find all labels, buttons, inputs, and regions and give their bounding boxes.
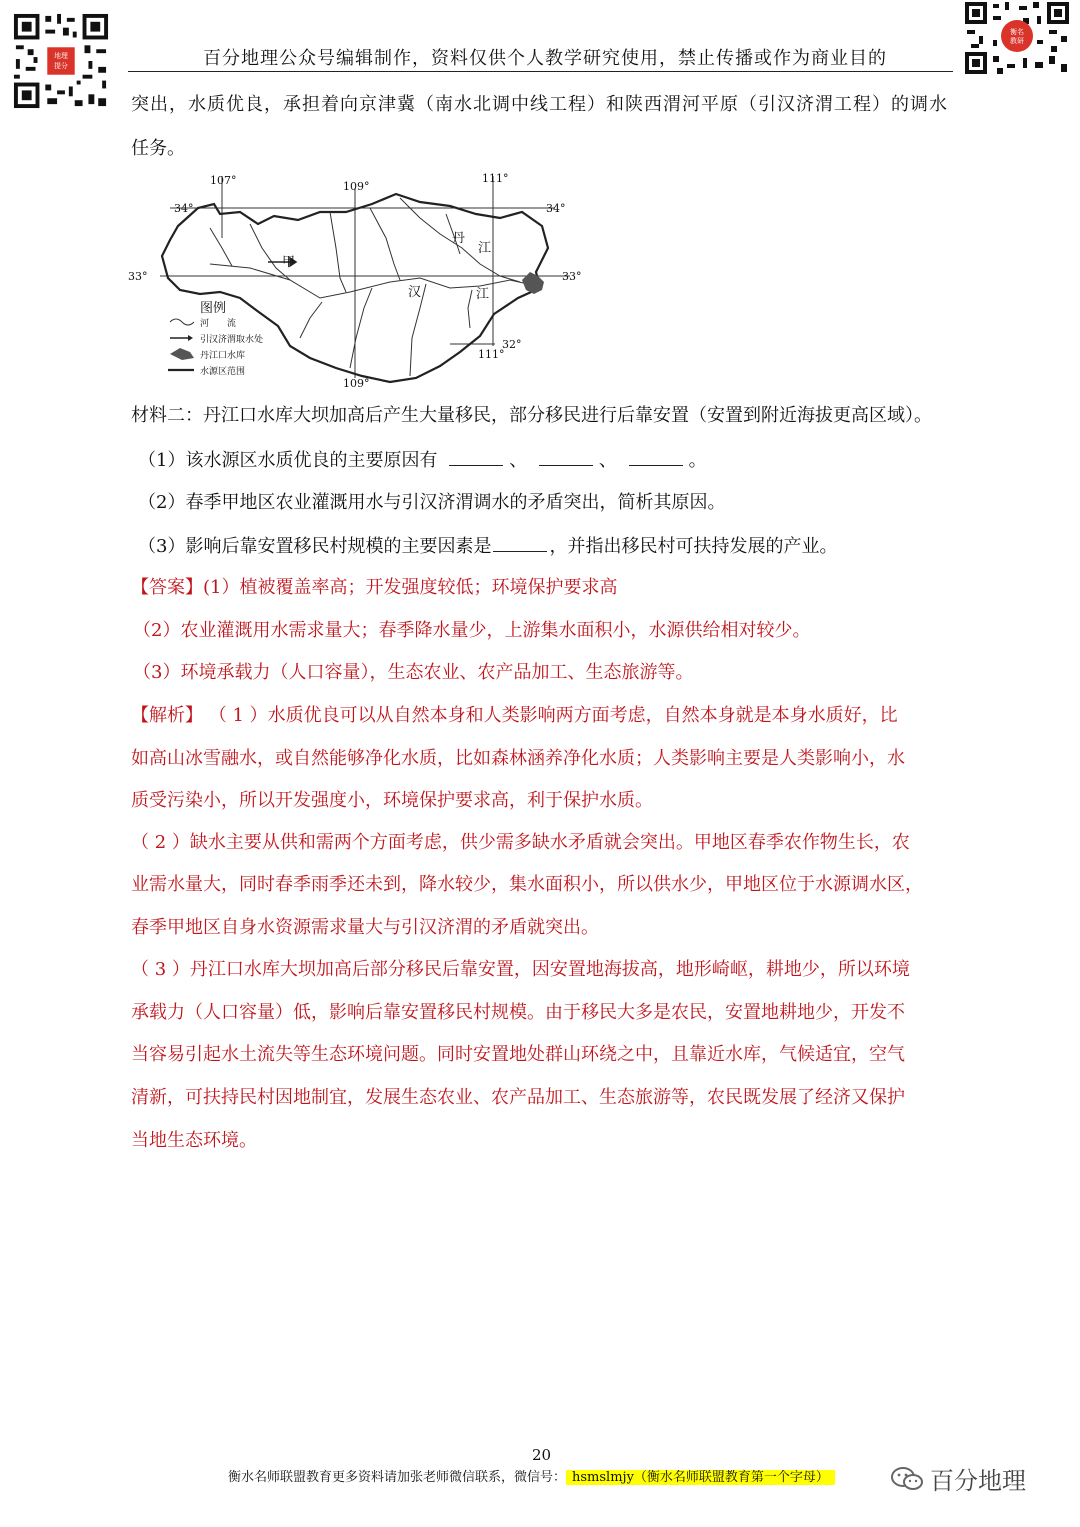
legend-boundary: 水源区范围 [200, 367, 246, 377]
tributary-9 [210, 228, 232, 266]
lon-label-109-top: 109° [343, 180, 370, 193]
analysis-p3-line4: 清新，可扶持民村因地制宜，发展生态农业、农产品加工、生态旅游等，农民既发展了经济又保护 [131, 1087, 905, 1108]
qr-left-badge-bottom: 提分 [54, 61, 68, 70]
lat-label-32: 32° [502, 338, 522, 351]
lat-label-34-left: 34° [174, 202, 194, 215]
place-jiang-1: 江 [478, 241, 492, 256]
q1-blank-2[interactable] [539, 449, 593, 466]
place-jiang-2: 江 [476, 287, 490, 302]
qr-right-badge-bottom: 教研 [1010, 37, 1024, 45]
tributary-3 [370, 208, 400, 280]
question-2: （2）春季甲地区农业灌溉用水与引汉济渭调水的矛盾突出，简析其原因。 [138, 492, 726, 513]
analysis-p2-line2: 业需水量大，同时春季雨季还未到，降水较少，集水面积小，所以供水少，甲地区位于水源调水区， [131, 874, 923, 895]
legend-reservoir-icon [170, 348, 194, 360]
tributary-5 [350, 288, 372, 368]
analysis-label: 【解析】 [131, 705, 203, 726]
legend-reservoir: 丹江口水库 [200, 351, 246, 361]
map-legend [168, 301, 263, 377]
analysis-p2-line1: （ 2 ）缺水主要从供和需两个方面考虑，供少需多缺水矛盾就会突出。甲地区春季农作物生长，农 [131, 832, 910, 853]
tributary-8 [468, 290, 472, 328]
place-dan: 丹 [452, 231, 466, 246]
wechat-icon [890, 1465, 924, 1493]
header-divider [128, 71, 953, 72]
qr-code-right [963, 0, 1071, 76]
qr-left-badge-top: 地理 [54, 52, 68, 61]
analysis-p3-line1: （ 3 ）丹江口水库大坝加高后部分移民后靠安置，因安置地海拔高，地形崎岖，耕地少，所以环境 [131, 959, 910, 980]
intro-line-2: 任务。 [131, 138, 185, 159]
tributary-2 [250, 224, 290, 280]
wechat-id: hsmslmjy（衡水名师联盟教育第一个字母） [566, 1470, 835, 1485]
answer-2: （2）农业灌溉用水需求量大；春季降水量少，上游集水面积小，水源供给相对较少。 [133, 620, 811, 641]
q1-blank-1[interactable] [449, 449, 503, 466]
tributary-7 [300, 302, 322, 338]
analysis-p2-line3: 春季甲地区自身水资源需求量大与引汉济渭的矛盾就突出。 [131, 917, 599, 938]
intro-line-1: 突出，水质优良，承担着向京津冀（南水北调中线工程）和陕西渭河平原（引汉济渭工程）的调水 [131, 94, 948, 115]
analysis-p3-line5: 当地生态环境。 [131, 1130, 257, 1151]
analysis-p3-line2: 承载力（人口容量）低，影响后靠安置移民村规模。由于移民大多是农民，安置地耕地少，开发不 [131, 1002, 905, 1023]
legend-river: 河 流 [200, 319, 237, 329]
q3-blank[interactable] [493, 535, 547, 552]
lat-label-33-left: 33° [128, 270, 148, 283]
danjiangkou-reservoir [522, 272, 544, 294]
legend-river-icon [170, 319, 194, 325]
qr-code-left [12, 12, 110, 110]
lon-label-109-bottom: 109° [343, 377, 370, 390]
qr-right-badge-top: 衡名 [1010, 28, 1024, 36]
brand-name: 百分地理 [930, 1467, 1026, 1495]
page-header: 百分地理公众号编辑制作，资料仅供个人教学研究使用，禁止传播或作为商业目的 [203, 48, 887, 69]
lon-label-111-bottom: 111° [478, 348, 505, 361]
lat-label-34-right: 34° [546, 202, 566, 215]
lat-label-33-right: 33° [562, 270, 582, 283]
brand-logo [890, 1461, 1026, 1496]
analysis-p3-line3: 当容易引起水土流失等生态环境问题。同时安置地处群山环绕之中，且靠近水库，气候适宜，空气 [131, 1044, 905, 1065]
place-han: 汉 [408, 285, 422, 300]
analysis-p1-line2: 如高山冰雪融水，或自然能够净化水质，比如森林涵养净化水质；人类影响主要是人类影响小，水 [131, 748, 905, 769]
lon-label-107: 107° [210, 174, 237, 187]
legend-intake: 引汉济渭取水处 [200, 335, 264, 345]
legend-title: 图例 [200, 301, 227, 316]
tributary-1 [330, 212, 346, 292]
question-1: （1）该水源区水质优良的主要原因有 、 、 。 [138, 450, 707, 471]
answer-label: 【答案】 [131, 577, 203, 598]
material-2: 材料二：丹江口水库大坝加高后产生大量移民，部分移民进行后靠安置（安置到附近海拔更高区域）。 [131, 405, 932, 426]
answer-1: 【答案】(1）植被覆盖率高；开发强度较低；环境保护要求高 [131, 577, 618, 598]
answer-3: （3）环境承载力（人口容量），生态农业、农产品加工、生态旅游等。 [133, 662, 694, 683]
analysis-p1-line3: 质受污染小，所以开发强度小，环境保护要求高，利于保护水质。 [131, 790, 653, 811]
q1-blank-3[interactable] [629, 449, 683, 466]
footer-contact: 衡水名师联盟教育更多资料请加张老师微信联系，微信号： hsmslmjy（衡水名师联盟教育第一个字母） [228, 1466, 835, 1485]
watershed-map [128, 168, 590, 390]
page-number: 20 [532, 1446, 552, 1464]
analysis-p1-line1: 【解析】 （ 1 ）水质优良可以从自然本身和人类影响两方面考虑，自然本身就是本身水质好，比 [131, 705, 898, 726]
place-jia: 甲 [282, 255, 296, 270]
lon-label-111-top: 111° [482, 172, 509, 185]
question-3: （3）影响后靠安置移民村规模的主要因素是 ，并指出移民村可扶持发展的产业。 [138, 536, 838, 557]
